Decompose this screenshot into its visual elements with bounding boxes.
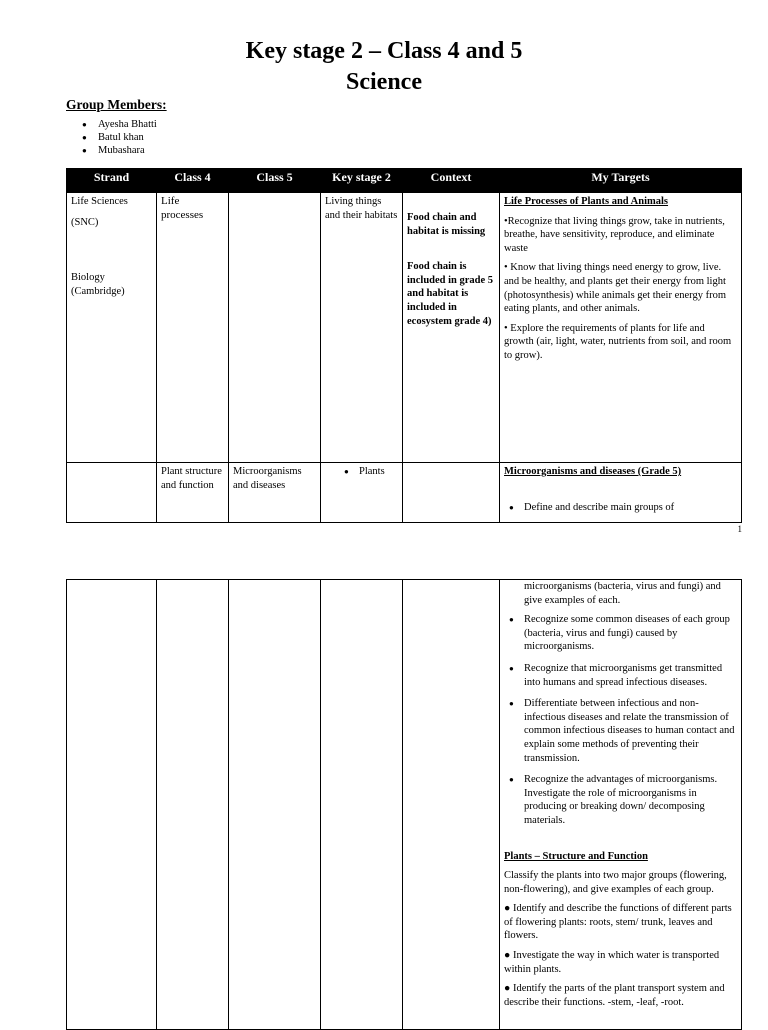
cell-class4: Life processes (157, 193, 229, 463)
cell-class5 (229, 193, 321, 463)
target-text: •Recognize that living things grow, take in nutrients, breathe, have sensitivity, reproduce, and eliminate waste (504, 215, 725, 254)
plants-text: ● Identify the parts of the plant transport system and describe their functions. -stem, -leaf, -root. (504, 983, 725, 1008)
header-class4: Class 4 (157, 169, 229, 193)
list-item: ● Differentiate between infectious and non-infectious diseases and relate the transmission of common infectious diseases to human contact and explain some methods of preventing their transmission. (504, 697, 737, 765)
list-item: ● Recognize that microorganisms get transmitted into humans and spread infectious diseases. (504, 662, 737, 689)
list-item: ● Ayesha Bhatti (82, 118, 157, 131)
table-header-row (67, 169, 742, 193)
table-row (67, 193, 742, 463)
table-row (67, 580, 742, 1030)
ks2-list (325, 465, 398, 479)
list-item: ● Batul khan (82, 131, 157, 144)
cell-class4: Plant structure and function (157, 463, 229, 523)
context-text: Food chain and habitat is missing (407, 212, 486, 237)
document-title: Key stage 2 – Class 4 and 5 (245, 38, 523, 64)
cell-class5: Microorganisms and diseases (229, 463, 321, 523)
curriculum-table (66, 168, 742, 523)
targets-list (504, 501, 737, 515)
cell-context (403, 580, 500, 1030)
cell-context (403, 463, 500, 523)
cell-key-stage-2: Living things and their habitats (321, 193, 403, 463)
strand-text: Life Sciences (71, 196, 128, 207)
header-strand: Strand (67, 169, 157, 193)
header-class5: Class 5 (229, 169, 321, 193)
target-text: microorganisms (bacteria, virus and fungi) and give examples of each. (524, 581, 721, 606)
header-context: Context (403, 169, 500, 193)
cell-targets (500, 193, 742, 463)
list-item: ● Mubashara (82, 144, 157, 157)
context-text: Food chain is included in grade 5 and habitat is included in ecosystem grade 4) (407, 261, 494, 327)
microorganisms-list (504, 613, 737, 827)
list-item: ● Recognize some common diseases of each group (bacteria, virus and fungi) caused by microorganisms. (504, 613, 737, 654)
strand-text: (SNC) (71, 216, 99, 228)
targets-heading: Life Processes of Plants and Animals (504, 196, 669, 207)
strand-text: Biology (Cambridge) (71, 272, 125, 297)
cell-targets (500, 580, 742, 1030)
group-members-heading: Group Members: (66, 97, 167, 112)
header-key-stage-2: Key stage 2 (321, 169, 403, 193)
cell-key-stage-2 (321, 580, 403, 1030)
header-my-targets: My Targets (500, 169, 742, 193)
curriculum-table-continued (66, 579, 742, 1030)
target-text: • Explore the requirements of plants for life and growth (air, light, water, nutrients from soil, and room to grow). (504, 322, 732, 361)
target-text: • Know that living things need energy to grow, live. and be healthy, and plants get their energy from light (photosynthesis) while animals get their energy from eating plants, and other animals. (504, 262, 727, 315)
cell-targets (500, 463, 742, 523)
plants-heading: Plants – Structure and Function (504, 850, 648, 862)
cell-strand (67, 580, 157, 1030)
targets-heading: Microorganisms and diseases (Grade 5) (504, 466, 682, 477)
plants-text: Classify the plants into two major groups (flowering, non-flowering), and give examples of each group. (504, 870, 727, 895)
document-subtitle: Science (346, 69, 422, 95)
page-number: 1 (737, 524, 742, 534)
list-item: ● Define and describe main groups of (504, 501, 737, 515)
cell-strand (67, 193, 157, 463)
table-row (67, 463, 742, 523)
cell-key-stage-2 (321, 463, 403, 523)
cell-class5 (229, 580, 321, 1030)
group-members-list (82, 118, 157, 157)
plants-text: ● Investigate the way in which water is transported within plants. (504, 950, 720, 975)
list-item: ● Recognize the advantages of microorganisms. Investigate the role of microorganisms in producing or breaking down/ decomposing materials. (504, 773, 737, 827)
cell-context (403, 193, 500, 463)
plants-text: ● Identify and describe the functions of different parts of flowering plants: roots, stem/ trunk, leaves and flowers. (504, 903, 732, 942)
list-item: ● Plants (339, 465, 398, 479)
cell-strand (67, 463, 157, 523)
cell-class4 (157, 580, 229, 1030)
